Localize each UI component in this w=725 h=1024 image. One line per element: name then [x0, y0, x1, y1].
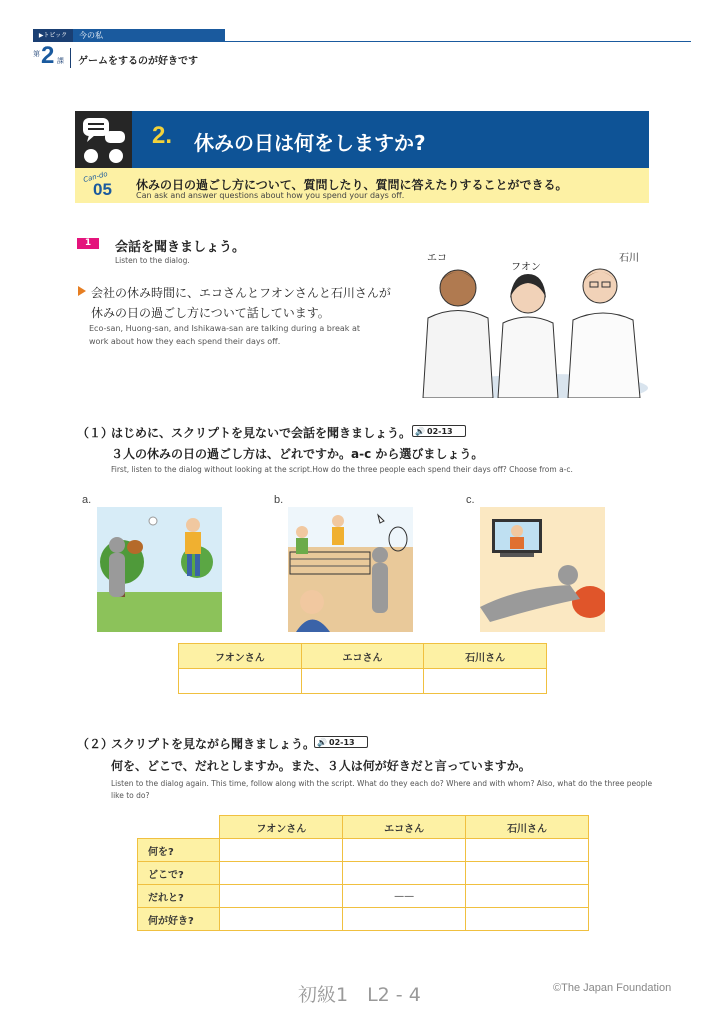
q1-number: （１）	[77, 426, 114, 440]
intro-japanese-line2: 休みの日の過ごし方について話しています。	[91, 306, 330, 320]
speaker-icon: 🔊	[415, 427, 425, 436]
three-people-illustration	[418, 248, 648, 398]
section-badge: 1	[77, 238, 99, 249]
lesson-dai: 第	[33, 50, 40, 58]
cando-english: Can ask and answer questions about how you spend your days off.	[136, 191, 405, 200]
q2-audio-track: 02-13	[329, 738, 355, 747]
q2-row-label-where: どこで?	[138, 862, 220, 885]
option-label-b: b.	[274, 494, 284, 506]
q2-cell[interactable]	[343, 862, 466, 885]
character-label-ishikawa: 石川	[619, 253, 639, 264]
q2-number: （２）	[77, 737, 114, 751]
speaker-icon: 🔊	[317, 738, 327, 747]
q2-cell[interactable]	[343, 908, 466, 931]
q2-corner-cell	[138, 816, 220, 839]
picture-a-baseball	[97, 507, 222, 632]
q2-cell[interactable]	[466, 885, 589, 908]
q2-row-label-with-whom: だれと?	[138, 885, 220, 908]
section-subtitle: Listen to the dialog.	[115, 256, 190, 265]
q2-cell-dash: ——	[343, 885, 466, 908]
option-label-a: a.	[82, 494, 92, 506]
q1-header-ishikawa: 石川さん	[424, 644, 547, 669]
banner-number: 2.	[152, 122, 173, 149]
q2-cell[interactable]	[466, 908, 589, 931]
q1-audio-track: 02-13	[427, 427, 453, 436]
q2-header-huong: フオンさん	[220, 816, 343, 839]
q1-answer-cell-eco[interactable]	[301, 669, 424, 694]
cando-label: Can-do	[82, 169, 109, 185]
character-label-eco: エコ	[427, 253, 447, 264]
q1-line1: はじめに、スクリプトを見ないで会話を聞きましょう。	[111, 426, 412, 440]
triangle-bullet-icon	[78, 286, 86, 296]
option-label-c: c.	[466, 494, 475, 506]
q1-line2: ３人の休みの日の過ごし方は、どれですか。a-c から選びましょう。	[111, 447, 484, 461]
picture-b-badminton	[288, 507, 413, 632]
topic-tag: ▶トピック	[33, 29, 73, 42]
page-number: 初級1 L2 - 4	[298, 984, 421, 1006]
q1-audio-button[interactable]	[412, 425, 466, 437]
intro-japanese-line1: 会社の休み時間に、エコさんとフオンさんと石川さんが	[91, 286, 391, 300]
q1-answer-cell-ishikawa[interactable]	[424, 669, 547, 694]
header-divider	[225, 41, 691, 42]
q2-line2: 何を、どこで、だれとしますか。また、３人は何が好きだと言っていますか。	[111, 759, 531, 773]
q2-header-ishikawa: 石川さん	[466, 816, 589, 839]
q2-row-label-likes: 何が好き?	[138, 908, 220, 931]
intro-english: Eco-san, Huong-san, and Ishikawa-san are talking during a break at work about how they each spend their days off.	[89, 324, 360, 346]
q1-header-huong: フオンさん	[179, 644, 302, 669]
lesson-ka: 課	[57, 57, 64, 65]
cando-japanese: 休みの日の過ごし方について、質問したり、質問に答えたりすることができる。	[136, 178, 568, 192]
q2-row-label-what: 何を?	[138, 839, 220, 862]
lesson-title: ゲームをするのが好きです	[78, 56, 198, 67]
q2-line1: スクリプトを見ながら聞きましょう。	[111, 737, 316, 751]
q1-english: First, listen to the dialog without looking at the script.How do the three people each spend their days off? Choose from a-c.	[111, 465, 573, 474]
q2-cell[interactable]	[466, 839, 589, 862]
topic-name: 今の私	[73, 29, 225, 42]
q2-cell[interactable]	[220, 908, 343, 931]
speech-bubbles-icon	[75, 111, 132, 168]
cando-number: 05	[93, 180, 112, 199]
picture-c-tv-relaxing	[480, 507, 605, 632]
lesson-number: 2	[41, 42, 55, 69]
q2-cell[interactable]	[220, 839, 343, 862]
banner-title: 休みの日は何をしますか?	[194, 131, 426, 155]
section-title: 会話を聞きましょう。	[115, 240, 246, 255]
q1-answer-cell-huong[interactable]	[179, 669, 302, 694]
q2-cell[interactable]	[466, 862, 589, 885]
lesson-divider	[70, 48, 71, 68]
q2-cell[interactable]	[343, 839, 466, 862]
q2-cell[interactable]	[220, 885, 343, 908]
q2-cell[interactable]	[220, 862, 343, 885]
q2-answer-table	[137, 815, 589, 931]
character-label-huong: フオン	[511, 262, 541, 273]
q1-header-eco: エコさん	[301, 644, 424, 669]
copyright: ©The Japan Foundation	[553, 982, 672, 994]
q2-english: Listen to the dialog again. This time, follow along with the script. What do they each do? Where and with whom? Also, what do the three people like to do?	[111, 779, 653, 800]
q1-answer-table	[178, 643, 547, 694]
q2-header-eco: エコさん	[343, 816, 466, 839]
q2-audio-button[interactable]	[314, 736, 368, 748]
